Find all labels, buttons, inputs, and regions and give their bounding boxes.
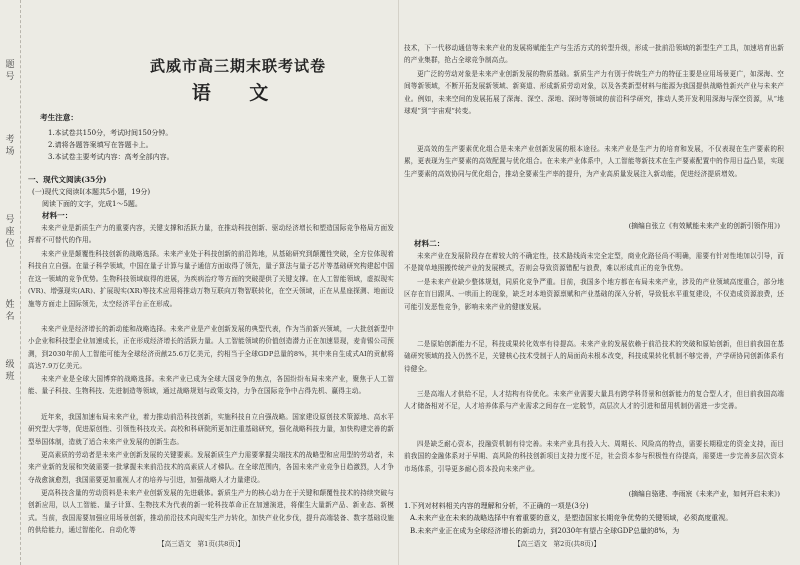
section-instruction: 阅读下面的文字，完成1～5题。 [42,200,142,208]
binding-margin [0,0,21,565]
exam-title: 武威市高三期末联考试卷 [149,57,326,75]
margin-label: 名 [5,312,15,322]
margin-label: 位 [5,239,15,249]
paragraph: 未来产业是全球大国博弈的战略选择。未来产业已成为全球大国竞争的焦点，各国纷纷布局未来产业，聚焦于人工智能、量子科技、生物科技、先进制造等领域，通过战略规划与政策支持，力争在国际竞争中占得先机、赢得主动。 [28,375,394,396]
material-label: 材料一： [42,211,73,220]
section-heading: 一、现代文阅读(35分) [28,175,107,184]
margin-label: 场 [5,147,15,157]
material-label: 材料二： [414,239,445,248]
section-subheading: (一)现代文阅读Ⅰ(本题共5小题，19分) [32,188,151,196]
margin-label: 号 [5,72,15,82]
notice-item: 3.本试卷主要考试内容：高考全部内容。 [48,153,174,161]
paragraph: 更高效的生产要素优化组合是未来产业创新发展的根本途径。未来产业是生产力的培育和发展，不仅表现在生产要素的积累，更表现为生产要素的高效配置与优化组合。在未来产业体系中，人工智能等新技术在生产要素配置中的作用日益凸显，实现生产要素的高效协同与优化组合，推动全要素生产率的提升，为产业高质量发展注入新动能，促进经济提质增效。 [404,145,784,178]
margin-label: 级 [5,360,15,370]
exam-subject: 语 文 [191,82,285,104]
notice-item: 1.本试卷共150分，考试时间150分钟。 [48,129,173,137]
paragraph: 未来产业是新质生产力的重要内容，关键支撑和活跃力量，在推动科技创新、驱动经济增长和塑造国际竞争格局方面发挥着不可替代的作用。 [28,224,394,245]
paragraph: 三是高端人才供给不足，人才结构有待优化。未来产业需要大量具有跨学科背景和创新能力的复合型人才，但目前我国高端人才储备相对不足，人才培养体系与产业需求之间存在一定脱节，高层次人才的引进和留用机制仍需进一步完善。 [404,390,784,411]
page-divider [398,0,399,565]
paragraph: 未来产业是经济增长的新动能和战略选择。未来产业是产业创新发展的典型代表，作为当前新兴领域，一大批创新型中小企业和科技型企业加速成长，正在形成经济增长的活跃力量。人工智能领域的价值创造潜力正在加速显现，麦肯锡公司预测，到2030年前人工智能可能为全球经济贡献25.6万亿美元，约相当于全球GDP总量的8%，其中来自生成式AI的贡献将高达7.9万亿美元。 [28,325,394,371]
paragraph: 更高科技含量的劳动资料是未来产业创新发展的先进载体。新质生产力的核心动力在于关键和颠覆性技术的持续突破与创新应用，以人工智能、量子计算、生物技术为代表的新一轮科技革命正在加速演进，将催生大量新产品、新业态、新模式。当前，我国需要加强应用场景创新，推动前沿技术向现实生产力转化，加快产业化步伐，提升高端装备、数字基础设施的供给能力，通过智能化、自动化等 [28,489,394,535]
paragraph: 一是未来产业缺少整体规划，同质化竞争严重。目前，我国多个地方都在布局未来产业，涉及的产业领域高度重合，部分地区存在盲目跟风、一哄而上的现象，缺乏对本地资源禀赋和产业基础的深入分析，导致低水平重复建设，不仅造成资源浪费，还可能引发恶性竞争，影响未来产业的健康发展。 [404,278,784,311]
paragraph: 二是原始创新能力不足，科技成果转化效率有待提高。未来产业的发展依赖于前沿技术的突破和原始创新，但目前我国在基础研究领域的投入仍然不足，关键核心技术受制于人的局面尚未根本改变，科技成果转化机制不够完善，产学研协同创新体系有待健全。 [404,340,784,373]
paragraph: 未来产业在发展阶段存在着较大的不确定性，技术路线尚未完全定型，商业化路径尚不明确，需要有针对性地加以引导，而不是简单地照搬传统产业的发展模式，否则会导致资源错配与浪费，难以形成真正的竞争优势。 [404,252,784,273]
paragraph: 四是缺乏耐心资本，投融资机制有待完善。未来产业具有投入大、周期长、风险高的特点，需要长期稳定的资金支持，而目前我国的金融体系对于早期、高风险的科技创新项目支持力度不足，社会资本参与积极性有待提高，需要进一步完善多层次资本市场体系，引导更多耐心资本投向未来产业。 [404,440,784,473]
margin-label: 题 [5,60,15,70]
paragraph: 技术，下一代移动通信等未来产业的发展将赋能生产与生活方式的转型升级，形成一批前沿领域的新型生产工具，加速培育出新的产业集群，抢占全球竞争制高点。 [404,44,784,65]
page-footer: 【高三语文 第2页(共8页)】 [514,540,601,548]
margin-label: 班 [5,372,15,382]
notice-heading: 考生注意： [40,113,78,122]
paragraph: 未来产业是颠覆性科技创新的战略选择。未来产业处于科技创新的前沿阵地，从基础研究到颠覆性突破，全方位体现着科技自立自强。在量子科学领域，中国在量子计算与量子通信方面取得了领先，量子算法与量子芯片等基础研究构建起中国在这一领域的竞争优势。生物科技领域取得的进展，为疾病治疗等方面的突破提供了关键支撑。在人工智能领域，虚拟现实(VR)、增强现实(AR)、扩展现实(XR)等技术应用将推动万物互联向万物智联转化，在空天领域，正在从星座探测、地面设施等方面走上国际领先，太空经济平台正在形成。 [28,250,394,308]
paragraph: 更高素质的劳动者是未来产业创新发展的关键要素。发展新质生产力需要掌握尖端技术的战略型和应用型的劳动者，未来产业新的发展和突破需要一批掌握未来前沿技术的高素质人才梯队。在全球范围内，各国未来产业竞争日趋激烈，人才争夺战愈演愈烈，我国需要更加重视人才的培养与引进，加强战略人才力量建设。 [28,451,394,484]
paragraph: 更广泛的劳动对象是未来产业创新发展的物质基础。新质生产力有别于传统生产力的特征主要是应用场景更广，如深海、空间等新领域，不断开拓发展新领域、新赛道、形成新质劳动对象，以及各类新型材料与能源为我国提供战略性新兴产业与未来产业。例如，未来空间的发展拓展了深海、深空、深地、深时等领域的前沿科学研究，推动人类开发利用深海与深空资源，从“地球观”到“宇宙观”转变。 [404,70,784,116]
question-option: B.未来产业正在成为全球经济增长的新动力，到2030年有望占全球GDP总量的8%，为 [410,527,680,535]
margin-label: 座 [5,227,15,237]
page-one [28,0,394,565]
page-footer: 【高三语文 第1页(共8页)】 [158,540,245,548]
paragraph: 近年来，我国加速布局未来产业，着力推动前沿科技创新，实施科技自立自强战略。国家建设原创技术策源地、高水平研究型大学等，促进原创性、引领性科技攻关。高校和科研院所更加注重基础研究，强化战略科技力量，加快构建完善的新型举国体制，造就了适合未来产业发展的创新生态。 [28,413,394,446]
source-citation: (摘编自骆建、李雨宸《未来产业，如何开启未来》) [628,490,780,498]
source-citation: (摘编自张立《有效赋能未来产业的创新引领作用》) [628,222,780,230]
notice-item: 2.请将各题答案填写在答题卡上。 [48,141,153,149]
question-option: A.未来产业在未来的战略选择中有着重要的意义，是塑造国家长期竞争优势的关键领域，必须高度重视。 [410,514,733,522]
margin-label: 考 [5,135,15,145]
margin-label: 号 [5,215,15,225]
margin-label: 姓 [5,300,15,310]
page-two [404,0,784,565]
question-stem: 1.下列对材料相关内容的理解和分析，不正确的一项是(3分) [404,502,589,510]
